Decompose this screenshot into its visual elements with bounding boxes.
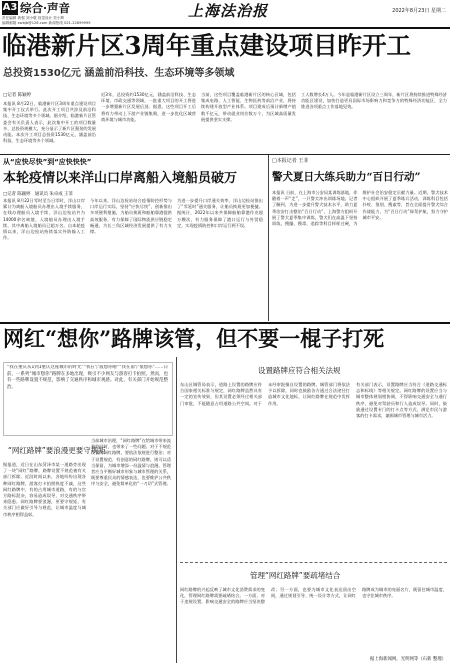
col5-body: 网红路牌的兴起反映了城市文化消费需求的变化，管理网红路牌需要疏堵结合。一方面，对于违规设置、影响交通安全的路牌应当坚决整改；另一方面，也要为城市文化表达留出空间，通过规划引导、统一设计等方式，让网红路牌成为城市的亮丽名片，既留住城市温度，也守住城市秩序。	[180, 587, 447, 605]
sub2-byline: □本报记者 王菲	[272, 158, 309, 164]
subsection-rule	[180, 562, 447, 563]
lead-headline: 临港新片区3周年重点建设项目昨开工	[2, 31, 412, 60]
opinion-intro: “我在重庆从1到1重庆这座城市的时光”“我在宁波想你啦”“我在南宁很想你”……日前，一系列“城市想你”路牌在多地出现，吸引不少网友与游客打卡拍照。然而，也有一些路牌设置不规范，影响了交通秩序和城市观感。对此，有关部门开始规范整治。	[7, 365, 168, 390]
editor-info	[2, 16, 202, 26]
opinion-headline: 网红“想你”路牌该管，但不要一棍子打死	[3, 326, 385, 351]
col3-body: 东山区城管局表示，道路上设置的路牌应符合国家相关标准与规定，网红路牌虽然具有一定的宣传效果，但其设置必须经过相关部门审批，不能随意占用道路公共空间。对于未经审批擅自设置的路牌，城管部门将依法予以拆除，同时也鼓励各方通过合法途径打造城市文化地标，让网红路牌在规范中发挥作用。	[180, 382, 350, 406]
sub1-kicker: 从“应快尽快”到“应快快快”	[3, 158, 92, 166]
paper-name: 上海法治报	[188, 2, 269, 20]
lead-subheadline: 总投资1530亿元 涵盖前沿科技、生态环境等多领域	[3, 68, 235, 79]
opinion-footer: 据上海新闻网、光明网等（石新 整理）	[369, 657, 446, 662]
sub1-column: 为进一步提升口岸通关效率，洋山边检站推出了“零延时”通关服务，让船员换班更加便捷。据统计，2022年以来共保障船舶靠港作业超万艘次，有力服务保障了港口运行与外贸稳定，实现疫情防控和口岸运行两不误。	[177, 198, 263, 228]
masthead-rule	[0, 27, 450, 29]
lead-column: 当前，这些项目覆盖临港新片区的核心区域，包括集成电路、人工智能、生物医药等前沿产业，将持续构建开放型产业体系。项目建成后预计新增产值数千亿元，带动就业岗位数万个，为区域高质量发展提供坚实支撑。	[201, 92, 296, 122]
section-rule	[0, 154, 450, 155]
page-letter-badge: A3	[2, 2, 18, 13]
sub1-headline: 本轮疫情以来洋山口岸离船入境船员破万	[3, 171, 238, 186]
lead-column: 工人数增长4万人。今年是临港新片区设立三周年，新片区将持续推进特殊经济功能区建设，加快打造更具国际市场影响力和竞争力的特殊经济功能区，全力推进各项重点工作落地见效。	[301, 92, 447, 110]
section-title: 综合·声音	[20, 1, 71, 15]
col4-body: 有关部门表示，设置路牌应当符合《道路交通标志和标线》等相关规定。网红路牌的设置应当与城市整体规划相协调，不得影响交通安全与通行秩序，避免对驾驶员和行人造成误导。同时，鼓励通过设置专门的打卡点等方式，满足市民与游客的打卡需求，兼顾城市管理与城市活力。	[356, 382, 447, 419]
sub2-body: 本报讯 日前，在上海市公安局某训练基地，伴随着一声“走”，一只警犬冲出训练场地。记者了解到，为进一步提升警犬技术水平，助力夏季治安打击整治“百日行动”，上海警方组织开展了警犬夏季集中训练，警犬们在高温下坚持训练，搜爆、搜毒、追踪等科目样样过硬，为维护社会治安稳定贡献力量。近期，警犬技术中心组织开展了夏季练兵活动，训练科目包括扑咬、鉴别、搜索等，旨在全面提升警犬综合作战能力，为“百日行动”保驾护航，努力守护城市平安。	[272, 190, 448, 227]
lead-byline: □记者 陈颖婷	[3, 93, 32, 98]
col5-title: 管理“网红路牌”要疏堵结合	[250, 571, 341, 580]
opinion-intro-box	[3, 362, 173, 436]
column-divider	[176, 357, 177, 663]
col1-body: 据报道，近日在山东菏泽市某一道路旁出现了一块“网红”路牌，路牌设置不规范被有关部门拆除。近段时间以来，各地纷纷出现各种网红路牌，游客打卡拍照热度不减，这些网红路牌中，有的占用城市道路，有的与官方路标混杂，容易造成误导，对交通秩序带来隐患。网红路牌要浪漫，更要守规矩，有关部门应做好引导与规范，让城市温度与城市秩序相得益彰。	[3, 462, 86, 517]
lead-column: 本报讯 8月22日，临港新片区3周年重点建设项目集中开工仪式举行。此次开工项目共涉及前沿科技、生态环境等多个领域。据介绍，临港新片区管委会有关负责人表示，此次集中开工的项目数量多、总投资规模大，充分显示了新片区强劲的发展动能。本次开工项目总投资1530亿元，涵盖前沿科技、生态环境等多个领域。	[3, 101, 96, 144]
column-divider	[268, 155, 269, 321]
issue-date: 2022年8月23日 星期二	[392, 8, 446, 14]
editor-line: 责任编辑 黄强 刘小敬 视觉设计 奕小辉	[2, 16, 65, 20]
lead-column: 近3年，总投资约1530亿元，涵盖前沿科技、生态环境、市政交通等领域，一批重大项目的开工将进一步增强新片区发展后劲。据悉，这些项目开工后将有力带动上下游产业链集聚，进一步优化区域营商环境与城市功能。	[101, 92, 196, 122]
section-rule	[0, 322, 450, 324]
sub1-byline: □记者 陈颖婷 通讯员 朱卓成 王菲	[3, 192, 73, 197]
col3-title: 设置路牌应符合相关法规	[258, 366, 341, 375]
sub2-headline: 警犬夏日大练兵助力“百日行动”	[272, 171, 421, 183]
col1-title: “网红路牌”要浪漫更要守规矩	[8, 446, 106, 455]
sub1-column: 今年以来，洋山边检站结合疫情防控形势与口岸运行实际，坚持“应快尽快”，创新推出多项便利措施，为船员换班和船舶靠港提供高效服务，有力保障了国际物流供应链稳定畅通，为长三角区域经济发展提供了有力支撑。	[90, 198, 172, 235]
col2-body: 当前城市治理，“网红路牌”在给城市带来流量的同时，也带来了一些问题。对于不规范设置的网红路牌，要依法依规进行整治；对于设置规范、有创意的网红路牌，则可以适当保留，为城市增添一份温情与浪漫。管理者应当平衡好城市形象与城市管理的关系，既要尊重民众的情感表达，也要维护公共秩序与安全，避免简单化的“一刀切”式管理。	[91, 438, 171, 487]
editor-line: 编辑邮箱 xwbjb@126.com 新闻热线 021-22899999	[2, 21, 91, 25]
sub1-column: 本报讯 8月22日零时至当日零时，洋山口岸累计为离船入境船员办理出入境手续服务，在线办理船员入境手续，洋山边检站共为14000余名离境、入境船员办理出入境手续，其中离船入境船员已超万名。自本轮疫情以来，洋山边检站持续落实外防输入工作。	[3, 198, 85, 241]
